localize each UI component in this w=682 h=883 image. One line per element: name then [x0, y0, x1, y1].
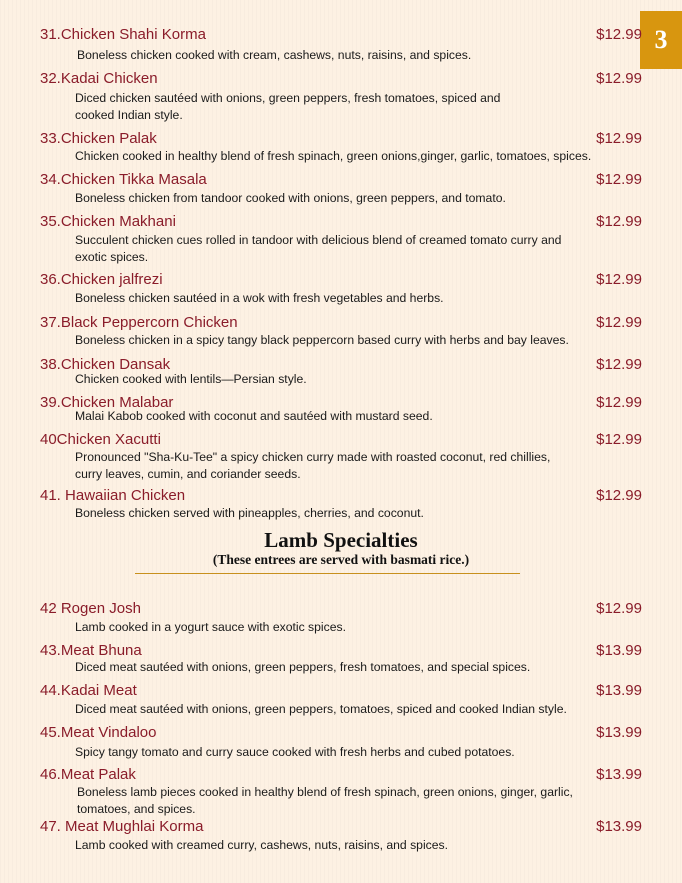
item-price: $13.99 — [596, 682, 642, 699]
item-price: $13.99 — [596, 642, 642, 659]
item-price: $12.99 — [596, 130, 642, 147]
item-price: $13.99 — [596, 766, 642, 783]
item-description: Boneless chicken from tandoor cooked with onions, green peppers, and tomato. — [75, 191, 506, 205]
item-description: Lamb cooked with creamed curry, cashews, nuts, raisins, and spices. — [75, 838, 449, 852]
item-name: 36.Chicken jalfrezi — [40, 271, 163, 288]
item-price: $12.99 — [596, 394, 642, 411]
item-name: 41. Hawaiian Chicken — [40, 487, 186, 504]
item-name: 38.Chicken Dansak — [40, 356, 171, 373]
item-description: Malai Kabob cooked with coconut and sautéed with mustard seed. — [75, 409, 433, 423]
item-description: Boneless lamb pieces cooked in healthy blend of fresh spinach, green onions, ginger, garlic, tomatoes, and spices. — [77, 785, 573, 816]
item-name: 37.Black Peppercorn Chicken — [40, 314, 238, 331]
section-subtitle: (These entrees are served with basmati rice.) — [212, 552, 470, 567]
item-name: 44.Kadai Meat — [40, 682, 137, 699]
item-price: $12.99 — [596, 70, 642, 87]
item-price: $12.99 — [596, 26, 642, 43]
item-description: Diced meat sautéed with onions, green peppers, fresh tomatoes, and special spices. — [75, 660, 531, 674]
item-description: Boneless chicken sautéed in a wok with fresh vegetables and herbs. — [75, 291, 444, 305]
item-price: $12.99 — [596, 171, 642, 188]
item-price: $12.99 — [596, 356, 642, 373]
item-name: 33.Chicken Palak — [40, 130, 157, 147]
item-name: 32.Kadai Chicken — [40, 70, 158, 87]
item-name: 31.Chicken Shahi Korma — [40, 26, 206, 43]
item-price: $12.99 — [596, 487, 642, 504]
item-name: 42 Rogen Josh — [40, 600, 141, 617]
item-description: Boneless chicken in a spicy tangy black peppercorn based curry with herbs and bay leaves. — [75, 333, 569, 347]
item-description: Boneless chicken served with pineapples, cherries, and coconut. — [75, 506, 424, 520]
item-description: Spicy tangy tomato and curry sauce cooked with fresh herbs and cubed potatoes. — [75, 745, 515, 759]
item-description: Succulent chicken cues rolled in tandoor with delicious blend of creamed tomato curry and exotic spices. — [75, 233, 562, 264]
item-price: $13.99 — [596, 724, 642, 741]
item-name: 46.Meat Palak — [40, 766, 136, 783]
section-divider — [135, 573, 520, 574]
item-price: $12.99 — [596, 213, 642, 230]
item-description: Diced chicken sautéed with onions, green peppers, fresh tomatoes, spiced and cooked Indian style. — [75, 91, 501, 122]
item-description: Lamb cooked in a yogurt sauce with exotic spices. — [75, 620, 346, 634]
item-name: 47. Meat Mughlai Korma — [40, 818, 204, 835]
item-price: $12.99 — [596, 431, 642, 448]
item-description: Pronounced "Sha-Ku-Tee" a spicy chicken curry made with roasted coconut, red chillies, curry leaves, cumin, and coriander seeds. — [75, 450, 551, 481]
item-price: $12.99 — [596, 600, 642, 617]
item-name: 34.Chicken Tikka Masala — [40, 171, 207, 188]
item-name: 45.Meat Vindaloo — [40, 724, 157, 741]
item-name: 40Chicken Xacutti — [40, 431, 161, 448]
item-price: $12.99 — [596, 271, 642, 288]
item-name: 35.Chicken Makhani — [40, 213, 176, 230]
item-description: Chicken cooked in healthy blend of fresh spinach, green onions,ginger, garlic, tomatoes, spices. — [75, 149, 592, 163]
item-description: Chicken cooked with lentils—Persian style. — [75, 372, 307, 386]
item-description: Diced meat sautéed with onions, green peppers, tomatoes, spiced and cooked Indian style. — [75, 702, 567, 716]
section-title: Lamb Specialties — [264, 528, 418, 552]
item-price: $12.99 — [596, 314, 642, 331]
item-name: 43.Meat Bhuna — [40, 642, 142, 659]
item-price: $13.99 — [596, 818, 642, 835]
page-number-badge: 3 — [640, 11, 682, 69]
item-name: 39.Chicken Malabar — [40, 394, 174, 411]
item-description: Boneless chicken cooked with cream, cashews, nuts, raisins, and spices. — [77, 48, 472, 62]
